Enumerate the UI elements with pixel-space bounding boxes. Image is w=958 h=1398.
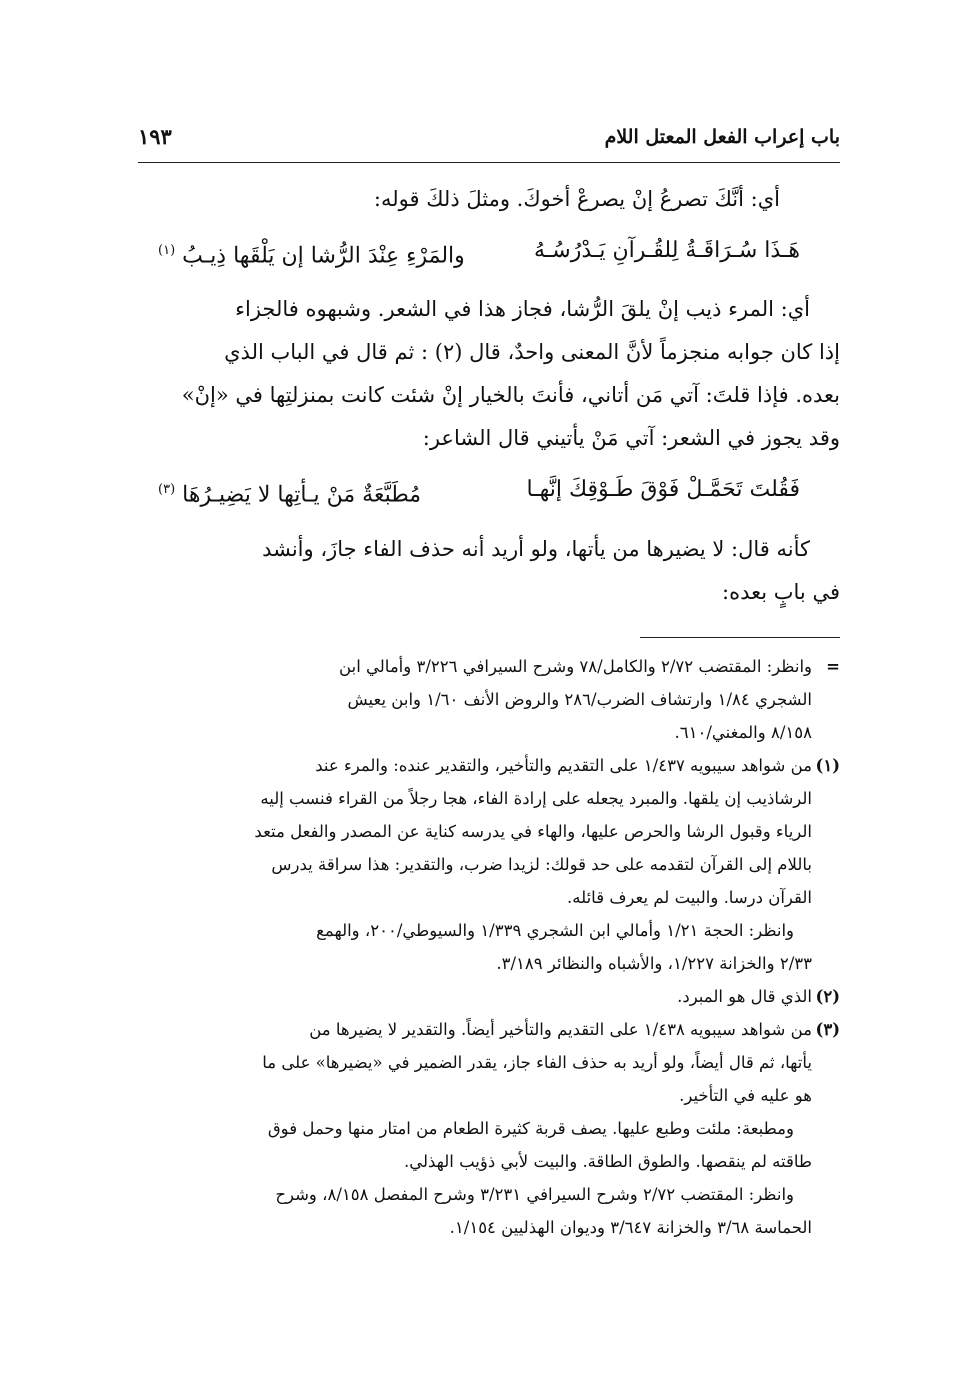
footnote-number: (١) [815, 756, 840, 775]
footnote-line: يأتها، ثم قال أيضاً، ولو أريد به حذف الفاء جاز، يقدر الضمير في «يضيرها» على ما [262, 1053, 812, 1072]
footnote-line: وانظر: المقتضب ٢/٧٢ والكامل/٧٨ وشرح السيرافي ٣/٢٢٦ وأمالي ابن [339, 657, 812, 676]
verse-hemistich-first: هَـذَا سُـرَاقَـةُ لِلقُـرآنِ يَـدْرُسُـهُ [534, 238, 800, 263]
footnote-line: هو عليه في التأخير. [679, 1086, 812, 1105]
verse-hemistich-second [158, 464, 421, 521]
text-line: في بابٍ بعده: [722, 579, 840, 604]
main-text [138, 178, 840, 614]
text-line: وقد يجوز في الشعر: آتي مَنْ يأتيني قال الشاعر: [422, 426, 840, 451]
footnote-ref: (٣) [158, 482, 176, 498]
footnote-line: الشجري ١/٨٤ وارتشاف الضرب/٢٨٦ والروض الأنف ١/٦٠ وابن يعيش [347, 690, 812, 709]
text-line: أي: أنَّكَ تصرعُ إنْ يصرعْ أخوكَ. ومثلَ ذلكَ قوله: [373, 187, 780, 211]
footnote-line: من شواهد سيبويه ١/٤٣٨ على التقديم والتأخير أيضاً. والتقدير لا يضيرها من [309, 1020, 812, 1039]
footnote-line: ٢/٣٣ والخزانة ١/٢٢٧، والأشباه والنظائر ٣/١٨٩. [496, 954, 812, 973]
verse [138, 460, 840, 527]
footnote-2 [138, 980, 840, 1013]
continuation-marker: = [826, 657, 840, 676]
running-title: باب إعراب الفعل المعتل اللام [604, 126, 840, 148]
footnote-number: (٢) [815, 987, 840, 1006]
footnote-line: الحماسة ٣/٦٨ والخزانة ٣/٦٤٧ وديوان الهذليين ١/١٥٤. [449, 1218, 812, 1237]
footnote-line: من شواهد سيبويه ١/٤٣٧ على التقديم والتأخير، والتقدير عنده: والمرء عند [315, 756, 812, 775]
verse-hemistich-first: فَقُلتَ تَحَمَّـلْ فَوْقَ طَـوْقِكَ إنَّهـا [526, 477, 800, 503]
verse [138, 221, 840, 288]
footnote-continuation [138, 650, 840, 683]
footnote-line: باللام إلى القرآن لتقدمه على حد قولك: لزيدا ضرب، والتقدير: هذا سراقة يدرس [271, 855, 812, 874]
verse-hemistich-text: مُطَبَّعَةٌ مَنْ يـأتِها لا يَضِيـرُهَا [182, 482, 422, 508]
footnote-line: وانظر: المقتضب ٢/٧٢ وشرح السيرافي ٣/٢٣١ وشرح المفصل ٨/١٥٨، وشرح [275, 1185, 794, 1204]
footnote-line: وانظر: الحجة ١/٢١ وأمالي ابن الشجري ١/٣٣٩ والسيوطي/٢٠٠، والهمع [316, 921, 794, 940]
footnote-line: الرشاذيب إن يلقها. والمبرد يجعله على إرادة الفاء، هجا رجلاً من القراء فنسب إليه [260, 789, 812, 808]
footnote-line: الذي قال هو المبرد. [677, 987, 812, 1006]
page-number: ١٩٣ [138, 124, 172, 149]
verse-hemistich-text: والمَرْءِ عِنْدَ الرُّشا إن يَلْقَها ذِيـبُ [182, 243, 465, 269]
footnotes [138, 650, 840, 1244]
footnote-1 [138, 749, 840, 782]
text-line: بعده. فإذا قلتَ: آتي مَن أتاني، فأنتَ بالخيار إنْ شئت كانت بمنزلتِها في «إنْ» [181, 383, 840, 408]
footnote-number: (٣) [815, 1020, 840, 1039]
footnote-line: القرآن درسا. والبيت لم يعرف قائله. [567, 888, 812, 907]
page-header [138, 118, 840, 163]
footnote-line: ٨/١٥٨ والمغني/٦١٠. [674, 723, 812, 742]
text-line: إذا كان جوابه منجزماً لأنَّ المعنى واحدٌ، قال (٢) : ثم قال في الباب الذي [224, 340, 840, 365]
footnote-line: الرياء وقبول الرشا والحرص عليها، والهاء في يدرسه كناية عن المصدر والفعل متعد [254, 822, 812, 841]
footnote-line: ومطبعة: ملئت وطبع عليها. يصف قربة كثيرة الطعام من امتار منها وحمل فوق [267, 1119, 794, 1138]
footnote-3 [138, 1013, 840, 1046]
footnote-ref: (١) [158, 243, 176, 258]
footnote-separator [640, 637, 840, 638]
footnote-line: طاقته لم ينقصها. والطوق الطاقة. والبيت لأبي ذؤيب الهذلي. [403, 1152, 812, 1171]
verse-hemistich-second [158, 225, 465, 282]
text-line: أي: المرء ذيب إنْ يلقَ الرُّشا، فجاز هذا في الشعر. وشبهوه فالجزاء [235, 297, 810, 322]
text-line: كأنه قال: لا يضيرها من يأتها، ولو أريد أنه حذف الفاء جازَ، وأنشد [262, 536, 810, 561]
